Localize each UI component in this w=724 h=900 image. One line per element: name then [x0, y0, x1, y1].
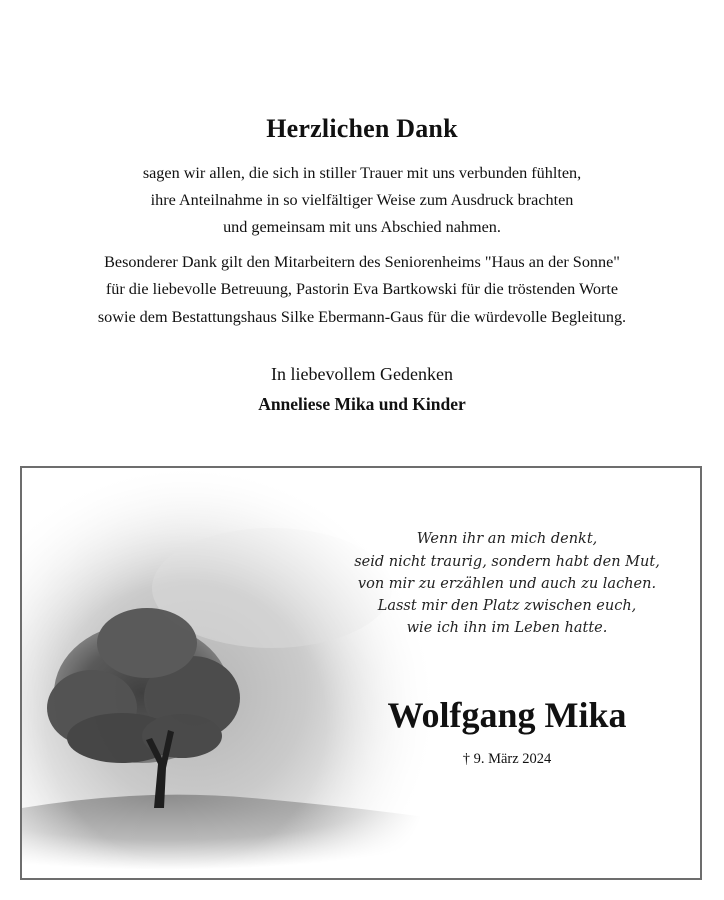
- memorial-card: [20, 466, 702, 880]
- thank-you-notice: [0, 0, 724, 440]
- deceased-name: Wolfgang Mika: [387, 695, 627, 735]
- death-date: † 9. März 2024: [462, 751, 552, 767]
- special-thanks-line: sowie dem Bestattungshaus Silke Ebermann-Gaus für die würdevolle Begleitung.: [97, 308, 627, 326]
- special-thanks-line: für die liebevolle Betreuung, Pastorin Eva Bartkowski für die tröstenden Worte: [105, 280, 619, 298]
- poem-line: seid nicht traurig, sondern habt den Mut,: [354, 554, 660, 570]
- closing-phrase: In liebevollem Gedenken: [271, 364, 453, 384]
- thanks-text-line: ihre Anteilnahme in so vielfältiger Weise zum Ausdruck brachten: [150, 191, 574, 209]
- poem-line: Lasst mir den Platz zwischen euch,: [377, 598, 637, 614]
- thanks-text-line: und gemeinsam mit uns Abschied nahmen.: [223, 218, 501, 236]
- poem-line: Wenn ihr an mich denkt,: [416, 531, 598, 547]
- poem-line: wie ich ihn im Leben hatte.: [406, 620, 608, 636]
- poem-line: von mir zu erzählen und auch zu lachen.: [357, 576, 657, 592]
- thanks-text-line: sagen wir allen, die sich in stiller Trauer mit uns verbunden fühlten,: [142, 164, 582, 182]
- special-thanks-line: Besonderer Dank gilt den Mitarbeitern des Seniorenheims "Haus an der Sonne": [104, 253, 620, 271]
- signatories: Anneliese Mika und Kinder: [258, 394, 466, 414]
- thanks-heading: Herzlichen Dank: [266, 114, 458, 143]
- tree-photo: [22, 468, 432, 878]
